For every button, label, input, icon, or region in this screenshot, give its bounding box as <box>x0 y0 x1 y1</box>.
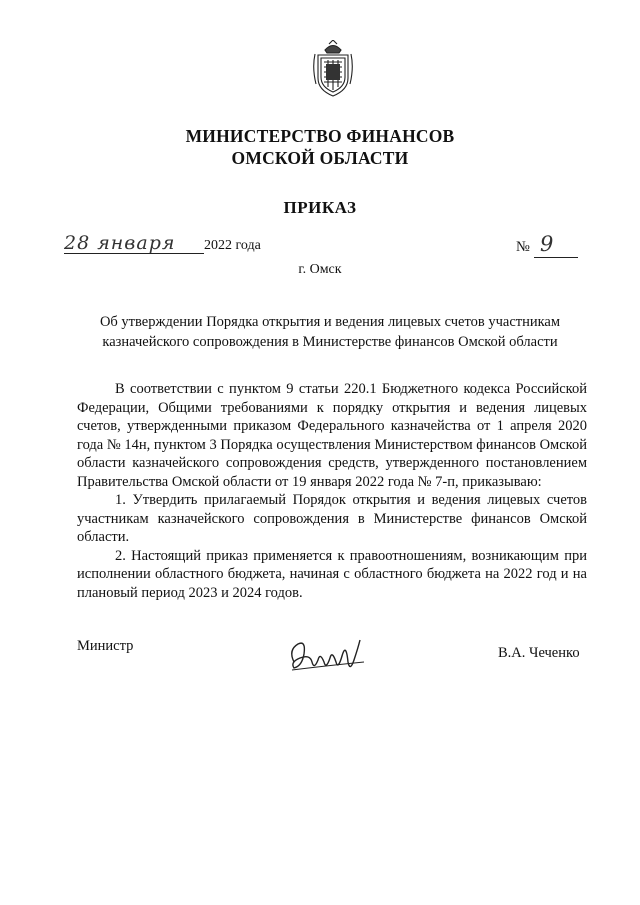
handwritten-date: 28 января <box>64 232 176 254</box>
handwritten-number: 9 <box>540 232 554 256</box>
order-title-line1: Об утверждении Порядка открытия и ведения лицевых счетов участникам <box>99 314 561 330</box>
order-title <box>80 312 580 352</box>
number-label: № <box>516 239 530 255</box>
omsk-oblast-coat-of-arms-icon <box>312 40 354 98</box>
order-body <box>77 380 587 602</box>
preamble-paragraph: В соответствии с пунктом 9 статьи 220.1 Бюджетного кодекса Российской Федерации, Общими требованиями к порядку открытия и ведения лицевых счетов, утвержденными приказом Федерального казначейства от 1 апреля 2020 года № 14н, пунктом 3 Порядка осуществления Министерством финансов Омской области казначейского сопровождения средств, утвержденного постановлением Правительства Омской области от 19 января 2022 года № 7-п, приказываю: <box>77 381 587 490</box>
signatory-role: Министр <box>77 638 134 654</box>
signatory-name: В.А. Чеченко <box>498 645 580 661</box>
order-title-line2: казначейского сопровождения в Министерстве финансов Омской области <box>102 334 558 350</box>
date-year: 2022 года <box>204 238 261 253</box>
handwritten-signature <box>284 632 368 678</box>
document-type: ПРИКАЗ <box>283 198 357 217</box>
ministry-name-line2: ОМСКОЙ ОБЛАСТИ <box>231 148 409 168</box>
order-item-1: 1. Утвердить прилагаемый Порядок открытия и ведения лицевых счетов участникам казначейского сопровождения в Министерстве финансов Омской области. <box>77 492 587 545</box>
order-item-2: 2. Настоящий приказ применяется к правоотношениям, возникающим при исполнении областного бюджета, начиная с областного бюджета на 2022 год и на плановый период 2023 и 2024 годов. <box>77 547 587 601</box>
city: г. Омск <box>298 262 342 277</box>
number-underline <box>534 257 578 258</box>
ministry-name-line1: МИНИСТЕРСТВО ФИНАНСОВ <box>185 126 455 146</box>
date-underline <box>64 253 204 254</box>
